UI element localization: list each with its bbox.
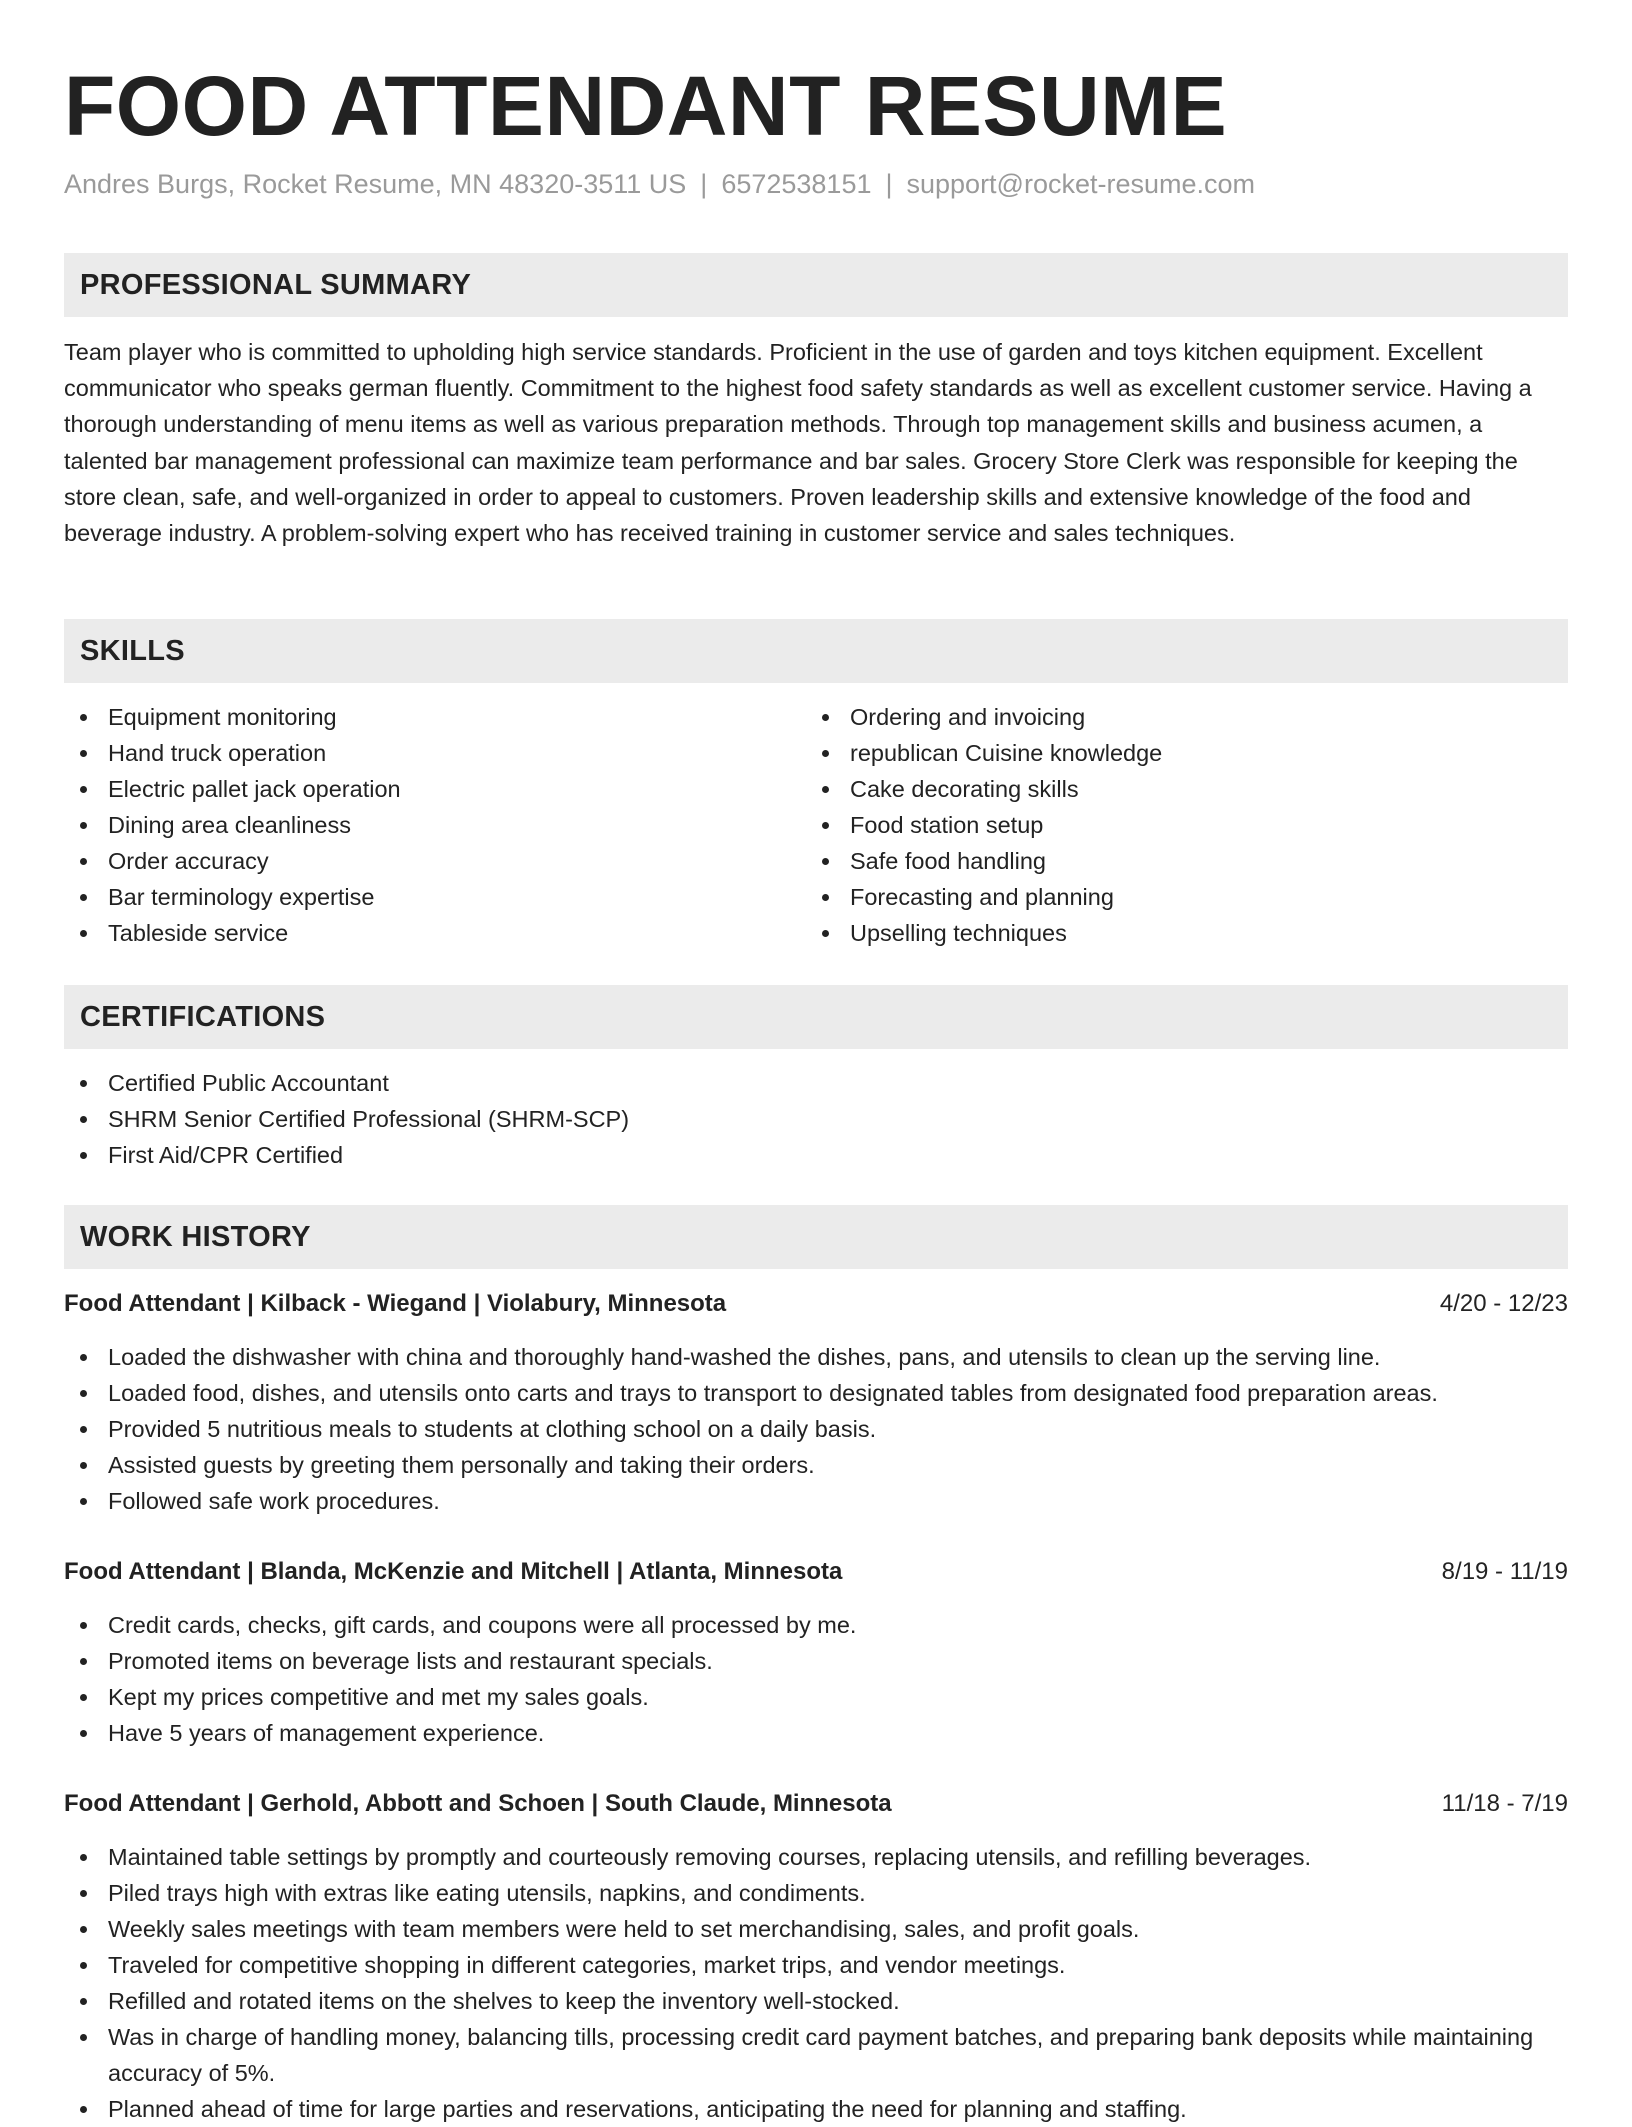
section-header-summary: PROFESSIONAL SUMMARY — [64, 253, 1568, 317]
job-duty-item: Promoted items on beverage lists and restaurant specials. — [64, 1643, 1568, 1679]
section-header-certifications: CERTIFICATIONS — [64, 985, 1568, 1049]
skill-item: Dining area cleanliness — [64, 807, 764, 843]
skill-item: Safe food handling — [806, 843, 1506, 879]
job-dates: 8/19 - 11/19 — [1441, 1558, 1568, 1585]
job-duty-item: Weekly sales meetings with team members were held to set merchandising, sales, and profit goals. — [64, 1911, 1568, 1947]
job-duty-item: Maintained table settings by promptly and courteously removing courses, replacing utensils, and refilling beverages. — [64, 1839, 1568, 1875]
job-title: Food Attendant | Kilback - Wiegand | Violabury, Minnesota — [64, 1290, 727, 1317]
professional-summary-text: Team player who is committed to upholding high service standards. Proficient in the use of garden and toys kitchen equipment. Excellent communicator who speaks german fluently. Commitment to the highest food safety standards as well as excellent customer service. Having a thorough understanding of menu items as well as various preparation methods. Through top management skills and business acumen, a talented bar management professional can maximize team performance and bar sales. Grocery Store Clerk was responsible for keeping the store clean, safe, and well-organized in order to appeal to customers. Proven leadership skills and extensive knowledge of the food and beverage industry. A problem-solving expert who has received training in customer service and sales techniques. — [64, 339, 1532, 547]
skill-item: Upselling techniques — [806, 915, 1506, 951]
section-header-work-history: WORK HISTORY — [64, 1205, 1568, 1269]
skill-item: Forecasting and planning — [806, 879, 1506, 915]
resume-title: FOOD ATTENDANT RESUME — [64, 59, 1228, 153]
job-dates: 11/18 - 7/19 — [1441, 1790, 1568, 1817]
contact-separator: | — [700, 169, 708, 199]
skill-item: Order accuracy — [64, 843, 764, 879]
job-duty-item: Planned ahead of time for large parties and reservations, anticipating the need for planning and staffing. — [64, 2091, 1568, 2127]
job-duties-list — [64, 1839, 1568, 2127]
job-duty-item: Provided 5 nutritious meals to students at clothing school on a daily basis. — [64, 1411, 1568, 1447]
skills-list-left — [64, 699, 764, 951]
job-duty-item: Followed safe work procedures. — [64, 1483, 1568, 1519]
skill-item: Bar terminology expertise — [64, 879, 764, 915]
skill-item: Tableside service — [64, 915, 764, 951]
contact-separator: | — [885, 169, 893, 199]
job-title: Food Attendant | Gerhold, Abbott and Schoen | South Claude, Minnesota — [64, 1790, 892, 1817]
certification-item: First Aid/CPR Certified — [64, 1137, 1568, 1173]
job-title: Food Attendant | Blanda, McKenzie and Mitchell | Atlanta, Minnesota — [64, 1558, 843, 1585]
certifications-list — [64, 1065, 1568, 1173]
job-duty-item: Loaded the dishwasher with china and thoroughly hand-washed the dishes, pans, and utensils to clean up the serving line. — [64, 1339, 1568, 1375]
job-duty-item: Assisted guests by greeting them personally and taking their orders. — [64, 1447, 1568, 1483]
job-header — [64, 1286, 1568, 1322]
section-header-skills: SKILLS — [64, 619, 1568, 683]
skill-item: Ordering and invoicing — [806, 699, 1506, 735]
skill-item: Equipment monitoring — [64, 699, 764, 735]
skill-item: Hand truck operation — [64, 735, 764, 771]
job-duty-item: Kept my prices competitive and met my sales goals. — [64, 1679, 1568, 1715]
contact-address: Andres Burgs, Rocket Resume, MN 48320-3511 US — [64, 169, 687, 199]
contact-phone: 6572538151 — [721, 169, 872, 199]
skill-item: republican Cuisine knowledge — [806, 735, 1506, 771]
skill-item: Food station setup — [806, 807, 1506, 843]
contact-email[interactable]: support@rocket-resume.com — [906, 169, 1256, 199]
job-header — [64, 1786, 1568, 1822]
skills-list-right — [806, 699, 1506, 951]
certification-item: Certified Public Accountant — [64, 1065, 1568, 1101]
job-duty-item: Traveled for competitive shopping in different categories, market trips, and vendor meetings. — [64, 1947, 1568, 1983]
job-duty-item: Was in charge of handling money, balancing tills, processing credit card payment batches, and preparing bank deposits while maintaining accuracy of 5%. — [64, 2019, 1568, 2091]
job-duties-list — [64, 1607, 1568, 1751]
job-duty-item: Piled trays high with extras like eating utensils, napkins, and condiments. — [64, 1875, 1568, 1911]
job-dates: 4/20 - 12/23 — [1439, 1290, 1568, 1317]
job-duty-item: Refilled and rotated items on the shelves to keep the inventory well-stocked. — [64, 1983, 1568, 2019]
job-duty-item: Loaded food, dishes, and utensils onto carts and trays to transport to designated tables from designated food preparation areas. — [64, 1375, 1568, 1411]
contact-line — [64, 164, 1255, 204]
skill-item: Cake decorating skills — [806, 771, 1506, 807]
certification-item: SHRM Senior Certified Professional (SHRM-SCP) — [64, 1101, 1568, 1137]
job-duty-item: Credit cards, checks, gift cards, and coupons were all processed by me. — [64, 1607, 1568, 1643]
job-duties-list — [64, 1339, 1568, 1519]
job-header — [64, 1554, 1568, 1590]
skill-item: Electric pallet jack operation — [64, 771, 764, 807]
job-duty-item: Have 5 years of management experience. — [64, 1715, 1568, 1751]
